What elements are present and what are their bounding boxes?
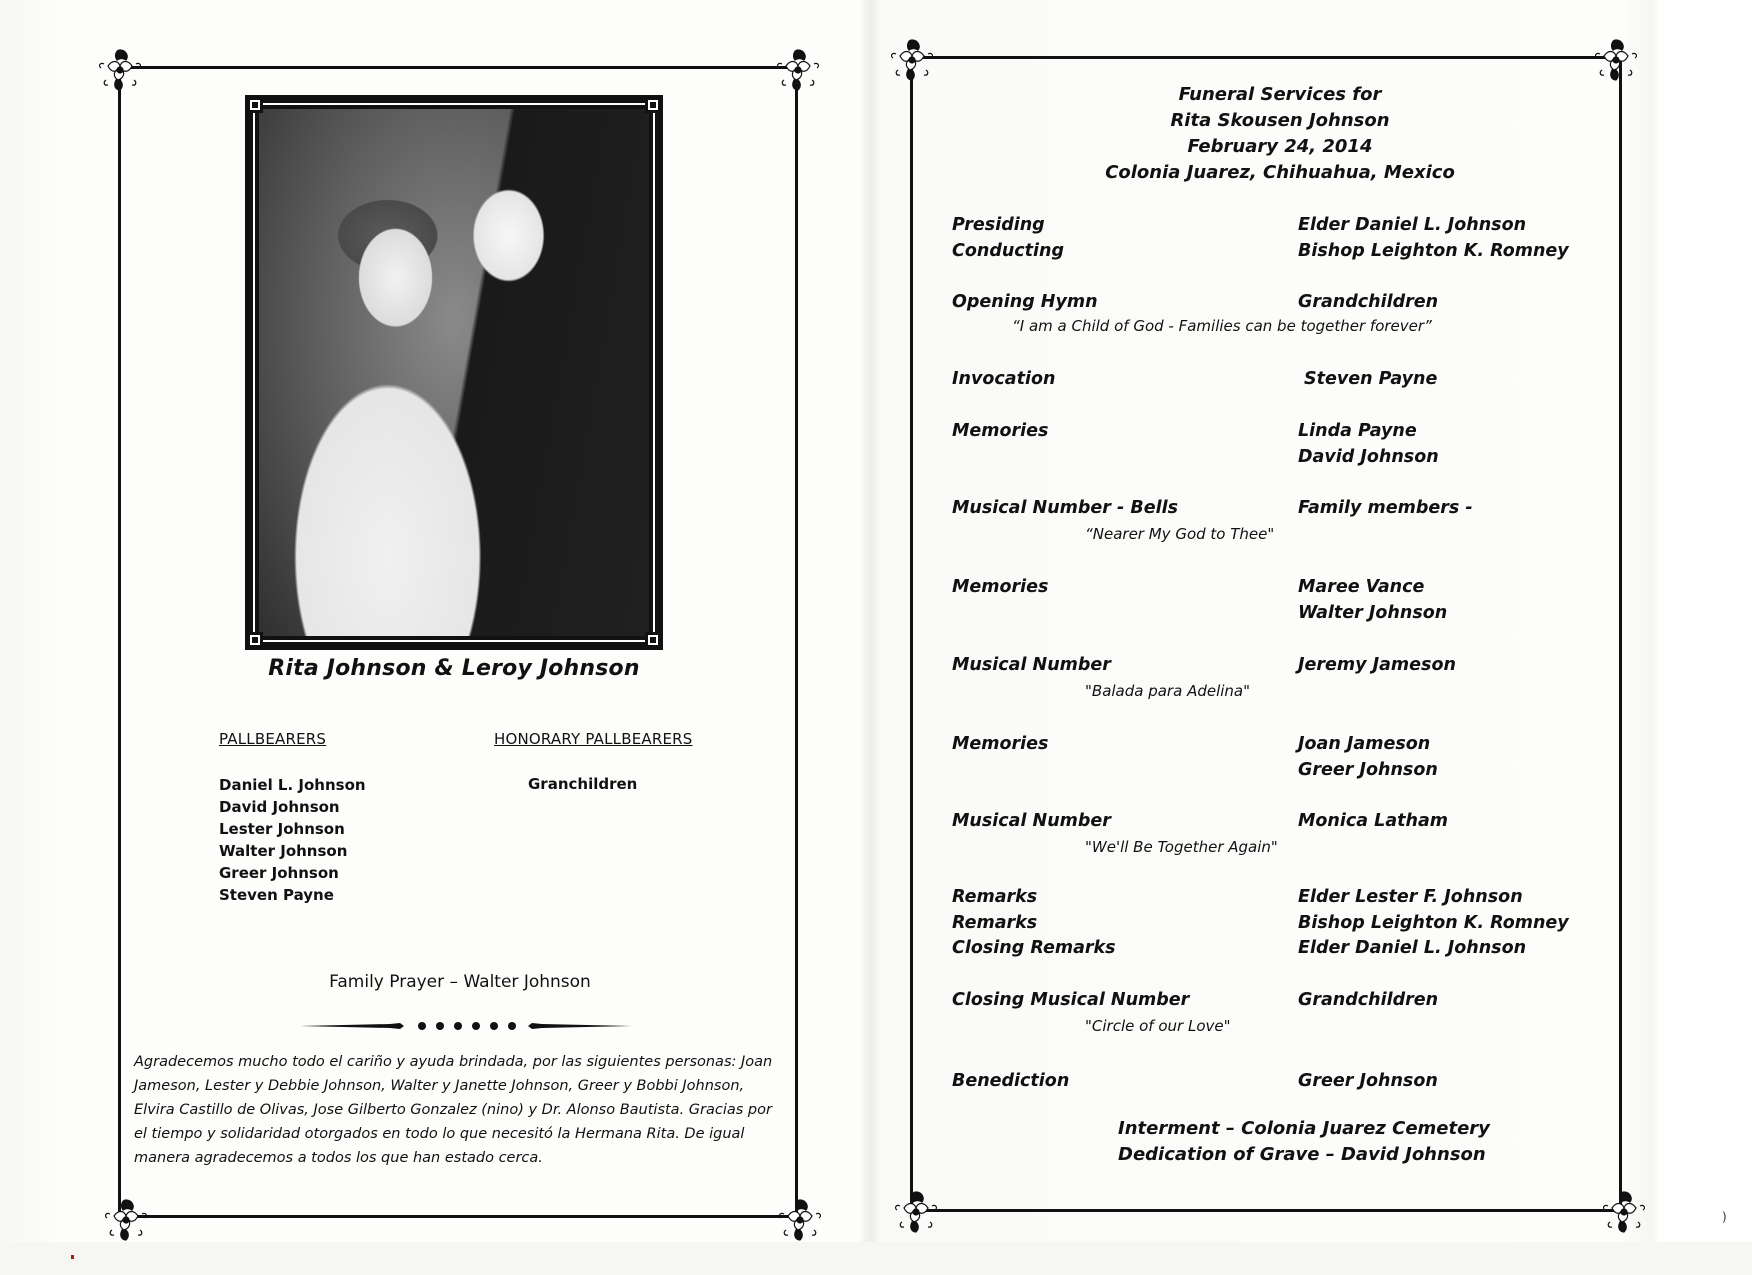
pallbearer-name: Lester Johnson: [219, 820, 345, 838]
song-title: "We'll Be Together Again": [1085, 838, 1278, 856]
program-item-label: Musical Number: [952, 655, 1111, 675]
photo-corner-square-icon: [645, 97, 661, 113]
photo-corner-square-icon: [247, 97, 263, 113]
thanks-line: Agradecemos mucho todo el cariño y ayuda brindada, por las siguientes personas: Joan: [134, 1054, 773, 1070]
thanks-line: manera agradecemos a todos los que han estado cerca.: [134, 1150, 543, 1166]
program-item-label: Opening Hymn: [952, 292, 1098, 312]
couple-portrait-photo: [259, 109, 649, 636]
program-item-name: Greer Johnson: [1298, 1071, 1438, 1091]
program-item-names: [1298, 731, 1438, 783]
program-item-name: Walter Johnson: [1298, 603, 1448, 623]
honorary-pallbearer-name: Granchildren: [528, 775, 638, 793]
family-prayer: Family Prayer – Walter Johnson: [329, 972, 591, 992]
flower-ornament-icon: [100, 1194, 152, 1246]
thanks-line: Elvira Castillo de Olivas, Jose Gilberto Gonzalez (nino) y Dr. Alonso Bautista. Gracias por: [134, 1102, 772, 1118]
flower-ornament-icon: [1598, 1186, 1650, 1238]
program-item-name: Jeremy Jameson: [1298, 655, 1456, 675]
program-item-label: Musical Number: [952, 811, 1111, 831]
program-item-name: Greer Johnson: [1298, 760, 1438, 780]
interment-line: Interment – Colonia Juarez Cemetery: [1118, 1118, 1490, 1139]
pallbearers-list: [219, 774, 366, 906]
thanks-paragraph: [134, 1050, 794, 1170]
program-item-name: Bishop Leighton K. Romney: [1298, 913, 1569, 933]
program-item-label: Invocation: [952, 369, 1056, 389]
program-item-label: Benediction: [952, 1071, 1070, 1091]
program-item-label: Remarks: [952, 913, 1038, 933]
program-item-name: Elder Lester F. Johnson: [1298, 887, 1523, 907]
pallbearer-name: Daniel L. Johnson: [219, 776, 366, 794]
program-item-label: Musical Number - Bells: [952, 498, 1178, 518]
program-item-label: Conducting: [952, 241, 1065, 261]
program-item-label: Memories: [952, 577, 1049, 597]
program-item-name: Steven Payne: [1304, 369, 1438, 389]
program-item-name: Monica Latham: [1298, 811, 1448, 831]
song-title: “I am a Child of God - Families can be together forever”: [1012, 317, 1432, 335]
program-item-label: Closing Musical Number: [952, 990, 1190, 1010]
thanks-line: el tiempo y solidaridad otorgados en todo lo que necesitó la Hermana Rita. De igual: [134, 1126, 745, 1142]
photo-caption: Rita Johnson & Leroy Johnson: [268, 656, 640, 681]
photo-corner-square-icon: [645, 632, 661, 648]
program-item-label: Closing Remarks: [952, 938, 1116, 958]
photo-frame: [245, 95, 663, 650]
pallbearer-name: Greer Johnson: [219, 864, 339, 882]
program-item-name: Maree Vance: [1298, 577, 1425, 597]
deceased-name: Rita Skousen Johnson: [1170, 110, 1390, 131]
program-item-label: Remarks: [952, 887, 1038, 907]
program-item-name: Grandchildren: [1298, 292, 1439, 312]
program-item-label: Memories: [952, 734, 1049, 754]
program-item-name: Elder Daniel L. Johnson: [1298, 938, 1527, 958]
song-title: “Nearer My God to Thee": [1085, 525, 1275, 543]
service-location: Colonia Juarez, Chihuahua, Mexico: [1105, 162, 1455, 183]
ornamental-divider-icon: [300, 1018, 632, 1034]
program-header: [960, 82, 1600, 186]
honorary-pallbearers-list: [528, 773, 637, 795]
photo-inner-border: [253, 103, 655, 642]
flower-ornament-icon: [772, 44, 824, 96]
program-item-label: Memories: [952, 421, 1049, 441]
interment-block: [1118, 1116, 1490, 1168]
dedication-line: Dedication of Grave – David Johnson: [1118, 1144, 1486, 1165]
flower-ornament-icon: [774, 1194, 826, 1246]
honorary-pallbearers-heading: HONORARY PALLBEARERS: [494, 730, 693, 748]
scan-artifact-red-dot: [71, 1255, 74, 1259]
program-item-names: [1298, 418, 1439, 470]
photo-corner-square-icon: [247, 632, 263, 648]
program-item-name: Elder Daniel L. Johnson: [1298, 215, 1527, 235]
scan-bottom-edge: [0, 1242, 1752, 1275]
pallbearer-name: Walter Johnson: [219, 842, 348, 860]
program-item-name: Bishop Leighton K. Romney: [1298, 241, 1569, 261]
program-item-label: Presiding: [952, 215, 1045, 235]
service-date: February 24, 2014: [1187, 136, 1373, 157]
pallbearers-heading: PALLBEARERS: [219, 730, 327, 748]
flower-ornament-icon: [886, 34, 938, 86]
song-title: "Circle of our Love": [1085, 1017, 1231, 1035]
program-item-name: Family members -: [1298, 498, 1473, 518]
thanks-line: Jameson, Lester y Debbie Johnson, Walter y Janette Johnson, Greer y Bobbi Johnson,: [134, 1078, 745, 1094]
pallbearer-name: Steven Payne: [219, 886, 334, 904]
pallbearer-name: David Johnson: [219, 798, 340, 816]
program-item-name: Linda Payne: [1298, 421, 1417, 441]
flower-ornament-icon: [890, 1186, 942, 1238]
program-item-names: [1298, 574, 1447, 626]
scan-artifact-mark: ): [1722, 1210, 1727, 1224]
program-item-name: Grandchildren: [1298, 990, 1439, 1010]
flower-ornament-icon: [94, 44, 146, 96]
program-title: Funeral Services for: [1178, 84, 1382, 105]
flower-ornament-icon: [1590, 34, 1642, 86]
program-item-name: David Johnson: [1298, 447, 1439, 467]
program-item-name: Joan Jameson: [1298, 734, 1431, 754]
song-title: "Balada para Adelina": [1085, 682, 1251, 700]
